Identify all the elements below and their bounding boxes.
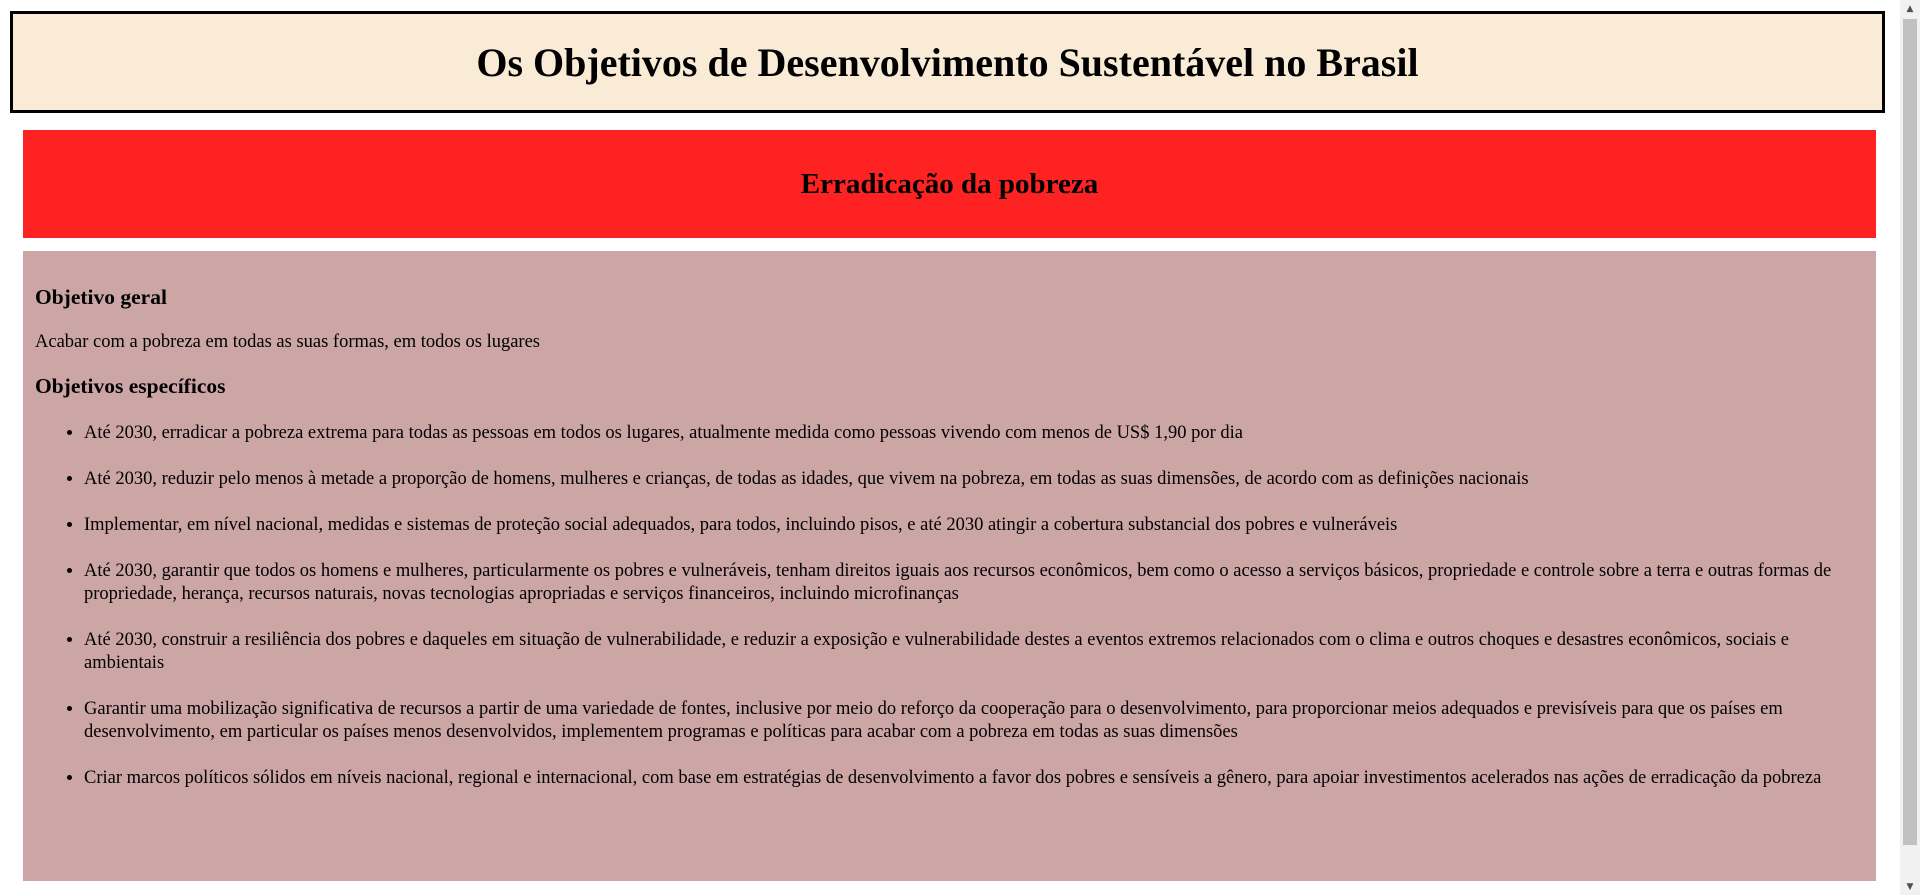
list-item: • Até 2030, reduzir pelo menos à metade a proporção de homens, mulheres e crianças, de todas as idades, que vivem na pobreza, em todas as suas dimensões, de acordo com as definições nacionais: [84, 468, 1864, 491]
vertical-scrollbar[interactable]: [1900, 0, 1920, 895]
general-objective-heading: Objetivo geral: [35, 285, 167, 309]
list-item: • Até 2030, garantir que todos os homens e mulheres, particularmente os pobres e vulneráveis, tenham direitos iguais aos recursos econômicos, bem como o acesso a serviços básicos, propriedade e controle sobre a terra e outras formas de propriedade, herança, recursos naturais, novas tecnologias apropriadas e serviços financeiros, incluindo microfinanças: [84, 560, 1864, 606]
specific-objectives-heading: Objetivos específicos: [35, 373, 226, 398]
goal-title: Erradicação da pobreza: [800, 167, 1099, 200]
list-item: • Garantir uma mobilização significativa de recursos a partir de uma variedade de fontes, inclusive por meio do reforço da cooperação para o desenvolvimento, para proporcionar meios adequados e previsíveis para que os países em desenvolvimento, em particular os países menos desenvolvidos, implementem programas e políticas para acabar com a pobreza em todas as suas dimensões: [84, 698, 1864, 744]
list-item: • Criar marcos políticos sólidos em níveis nacional, regional e internacional, com base em estratégias de desenvolvimento a favor dos pobres e sensíveis a gênero, para apoiar investimentos acelerados nas ações de erradicação da pobreza: [84, 767, 1864, 790]
list-item: • Até 2030, erradicar a pobreza extrema para todas as pessoas em todos os lugares, atualmente medida como pessoas vivendo com menos de US$ 1,90 por dia: [84, 422, 1864, 445]
list-item: • Até 2030, construir a resiliência dos pobres e daqueles em situação de vulnerabilidade, e reduzir a exposição e vulnerabilidade destes a eventos extremos relacionados com o clima e outros choques e desastres econômicos, sociais e ambientais: [84, 629, 1864, 675]
scrollbar-thumb[interactable]: [1903, 19, 1917, 845]
specific-objectives-list: [35, 422, 1864, 790]
page-header: [10, 11, 1885, 113]
scroll-down-button[interactable]: [1900, 878, 1920, 895]
page-title: Os Objetivos de Desenvolvimento Sustentável no Brasil: [476, 39, 1419, 85]
general-objective-text: Acabar com a pobreza em todas as suas formas, em todos os lugares: [35, 331, 540, 352]
scroll-up-button[interactable]: [1900, 0, 1920, 17]
goal-details-panel: [23, 251, 1876, 881]
triangle-down-icon: ▼: [1906, 881, 1914, 892]
list-item: • Implementar, em nível nacional, medidas e sistemas de proteção social adequados, para todos, incluindo pisos, e até 2030 atingir a cobertura substancial dos pobres e vulneráveis: [84, 514, 1864, 537]
goal-banner: [23, 130, 1876, 238]
triangle-up-icon: ▲: [1906, 3, 1914, 14]
